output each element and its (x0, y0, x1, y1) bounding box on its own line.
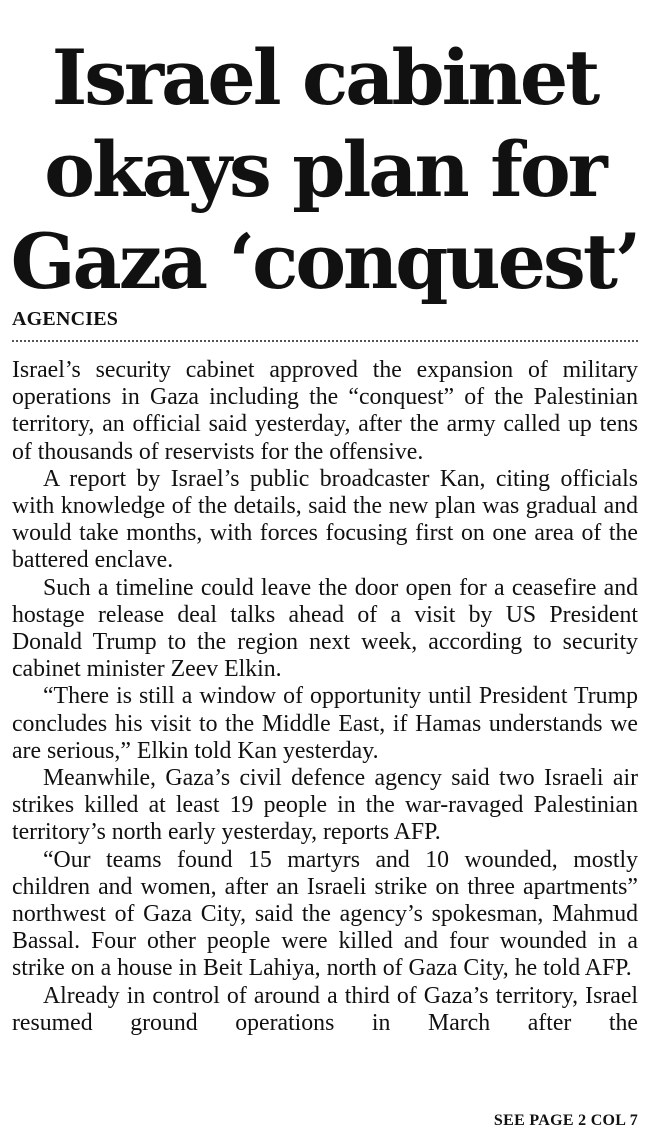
paragraph: A report by Israel’s public broadcaster Kan, citing officials with knowledge of the details, said the new plan was gradual and would take months, with forces focusing first on one area of the battered enclave. (12, 465, 638, 574)
headline-line-1: Israel cabinet (51, 33, 598, 122)
paragraph: “There is still a window of opportunity until President Trump concludes his visit to the Middle East, if Hamas understands we are serious,” Elkin told Kan yesterday. (12, 683, 638, 764)
paragraph: “Our teams found 15 martyrs and 10 wounded, mostly children and women, after an Israeli strike on three apartments” northwest of Gaza City, said the agency’s spokesman, Mahmud Bassal. Four other people were killed and four wounded in a strike on a house in Beit Lahiya, north of Gaza City, he told AFP. (12, 846, 638, 982)
headline-line-2: okays plan for (44, 125, 605, 214)
paragraph: Already in control of around a third of Gaza’s territory, Israel resumed ground operations in March after the (12, 982, 638, 1036)
paragraph: Meanwhile, Gaza’s civil defence agency said two Israeli air strikes killed at least 19 people in the war-ravaged Palestinian territory’s north early yesterday, reports AFP. (12, 765, 638, 846)
headline (0, 32, 649, 308)
article-body (12, 357, 638, 1037)
continuation-note: SEE PAGE 2 COL 7 (493, 1112, 638, 1129)
byline: AGENCIES (12, 308, 119, 330)
dotted-divider (12, 340, 638, 342)
headline-line-3: Gaza ‘conquest’ (10, 217, 639, 306)
paragraph: Such a timeline could leave the door open for a ceasefire and hostage release deal talks ahead of a visit by US President Donald Trump to the region next week, according to security cabinet minister Zeev Elkin. (12, 574, 638, 683)
paragraph: Israel’s security cabinet approved the expansion of military operations in Gaza including the “conquest” of the Palestinian territory, an official said yesterday, after the army called up tens of thousands of reservists for the offensive. (12, 357, 638, 465)
